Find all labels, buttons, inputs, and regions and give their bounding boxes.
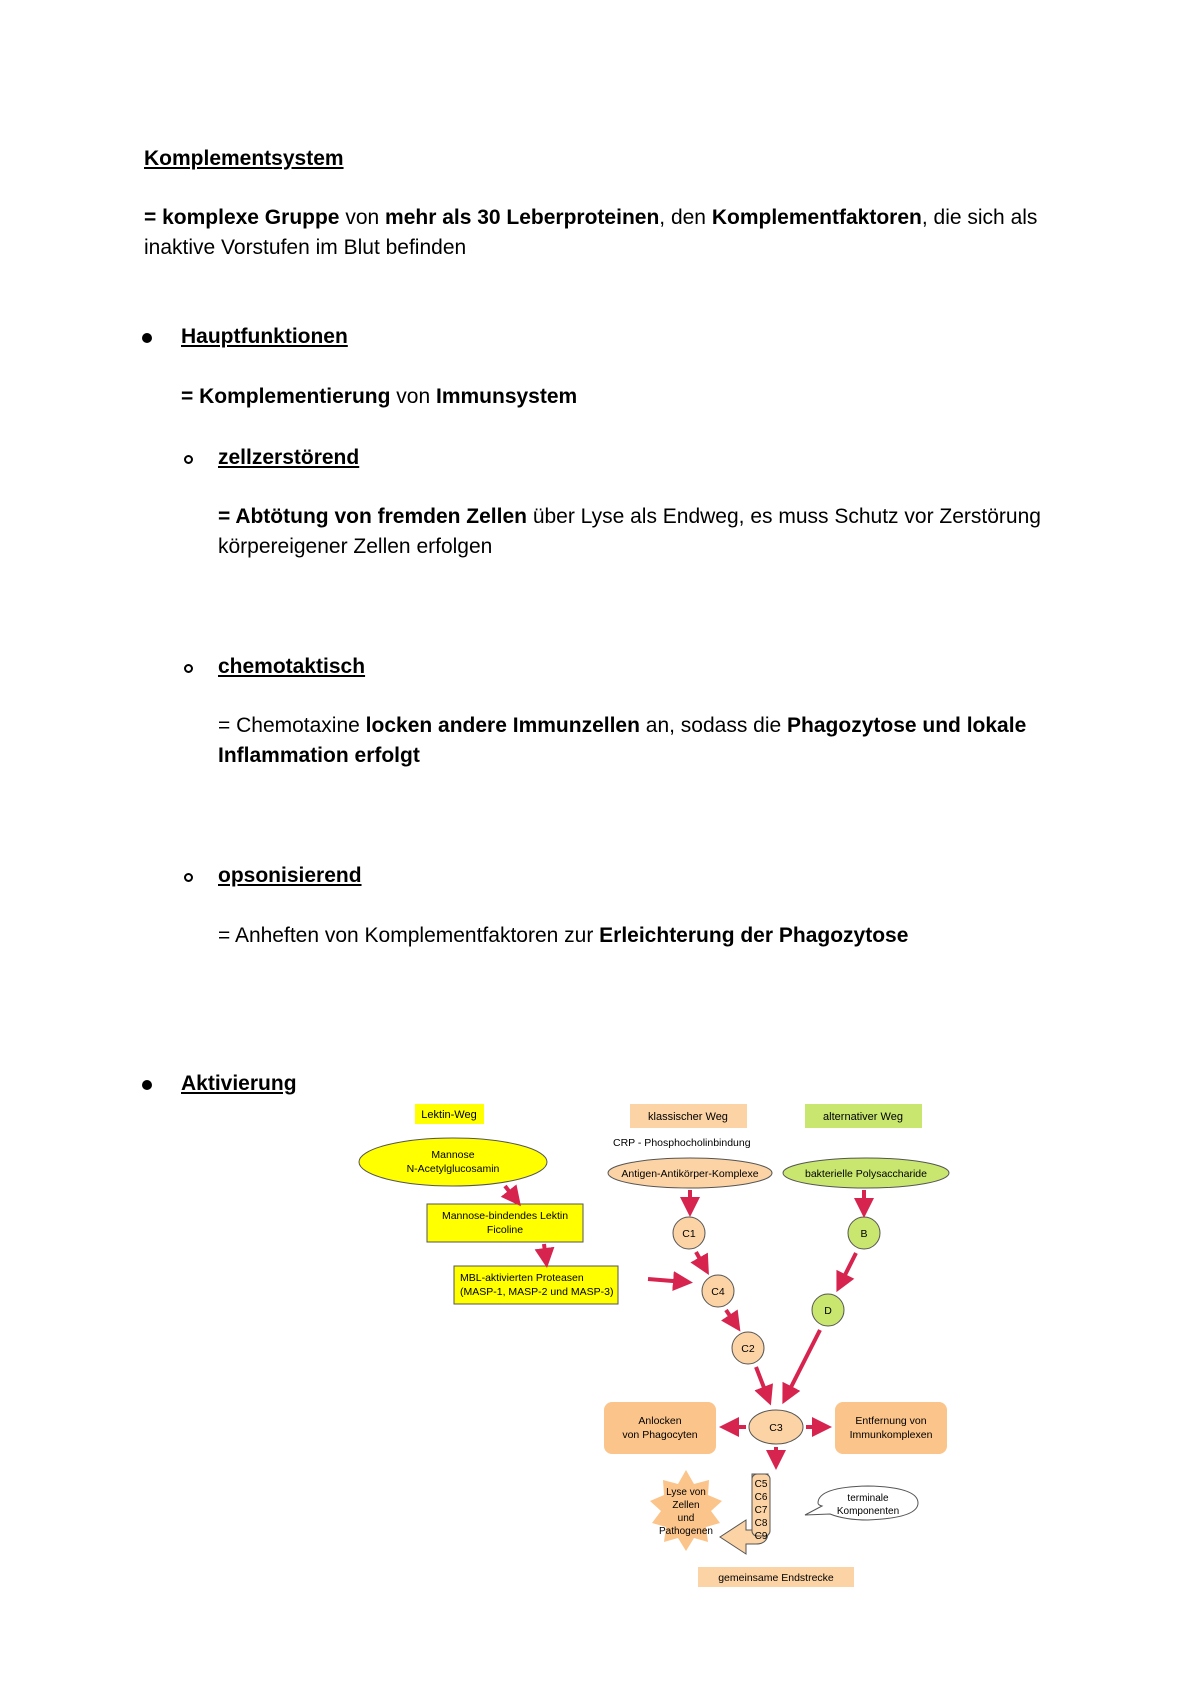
- mannose-ellipse: [359, 1138, 547, 1186]
- c5-text: C5: [754, 1479, 768, 1490]
- text-run: mehr als 30 Leberproteinen: [385, 206, 660, 229]
- arrow: [840, 1253, 856, 1285]
- arrow: [696, 1252, 705, 1268]
- zellzerstoerend-line-2: [218, 532, 492, 562]
- masp-list-text: (MASP-1, MASP-2 und MASP-3): [460, 1286, 614, 1298]
- opsonisierend-line-1: [218, 921, 908, 951]
- arrow: [726, 1310, 736, 1325]
- definition-line-1: [144, 203, 1037, 233]
- sub-bullet-icon: [184, 664, 193, 673]
- c7-text: C7: [754, 1505, 768, 1516]
- acetylglucosamin-text: N-Acetylglucosamin: [406, 1163, 500, 1175]
- hauptfunktionen-definition: [181, 382, 577, 412]
- text-run: Erleichterung der Phagozytose: [599, 924, 909, 947]
- entfernung-text: Entfernung von: [855, 1415, 927, 1427]
- mbl-text: Mannose-bindendes Lektin: [441, 1210, 569, 1222]
- arrow: [505, 1186, 516, 1200]
- anlocken-text: Anlocken: [638, 1415, 682, 1427]
- b-text: B: [860, 1228, 868, 1240]
- chemotaktisch-heading: chemotaktisch: [218, 655, 366, 678]
- text-run: Inflammation erfolgt: [218, 744, 420, 767]
- text-run: locken andere Immunzellen: [365, 714, 640, 737]
- text-run: körpereigener Zellen erfolgen: [218, 535, 493, 558]
- text-run: = Anheften von Komplementfaktoren zur: [218, 924, 600, 947]
- chemotaktisch-line-1: [218, 711, 1026, 741]
- text-run: Immunsystem: [435, 385, 578, 408]
- phagocyten-text: von Phagocyten: [622, 1429, 698, 1441]
- document-title: Komplementsystem: [144, 147, 344, 170]
- c3-text: C3: [769, 1422, 783, 1434]
- c2-text: C2: [741, 1343, 755, 1355]
- zellzerstoerend-line-1: [218, 502, 1041, 532]
- c8-text: C8: [754, 1518, 768, 1529]
- opsonisierend-heading: opsonisierend: [218, 864, 362, 887]
- text-run: , den: [659, 206, 712, 229]
- terminale-text: terminale: [847, 1493, 889, 1504]
- text-run: = komplexe Gruppe: [144, 206, 340, 229]
- bullet-icon: [142, 333, 152, 343]
- lyse-text: Lyse von: [666, 1487, 706, 1498]
- anlocken-box: [604, 1402, 716, 1454]
- entfernung-box: [835, 1402, 947, 1454]
- definition-line-2: inaktive Vorstufen im Blut befinden: [144, 236, 467, 259]
- complement-activation-diagram: [340, 1090, 980, 1600]
- masp-text: MBL-aktivierten Proteasen: [460, 1272, 584, 1284]
- text-run: an, sodass die: [639, 714, 788, 737]
- arrow: [544, 1244, 546, 1260]
- text-run: , die sich als: [921, 206, 1038, 229]
- arrow: [756, 1367, 768, 1398]
- arrow: [786, 1330, 820, 1397]
- text-run: von: [390, 385, 436, 408]
- c4-text: C4: [711, 1286, 725, 1298]
- c6-text: C6: [754, 1492, 768, 1503]
- klassischer-weg-text: klassischer Weg: [648, 1111, 728, 1123]
- text-run: = Chemotaxine: [218, 714, 366, 737]
- crp-note: CRP - Phosphocholinbindung: [613, 1137, 751, 1149]
- chemotaktisch-line-2: [218, 741, 420, 771]
- mannose-text: Mannose: [431, 1149, 475, 1161]
- d-text: D: [824, 1305, 832, 1317]
- alternativer-weg-text: alternativer Weg: [823, 1111, 903, 1123]
- aktivierung-heading: Aktivierung: [181, 1072, 297, 1095]
- komponenten-text: Komponenten: [836, 1506, 900, 1517]
- endstrecke-text: gemeinsame Endstrecke: [718, 1572, 834, 1584]
- lektin-weg-text: Lektin-Weg: [421, 1109, 477, 1121]
- sub-bullet-icon: [184, 455, 193, 464]
- c9-text: C9: [754, 1531, 768, 1542]
- bakterien-text: bakterielle Polysaccharide: [805, 1168, 927, 1180]
- text-run: = Komplementierung: [181, 385, 391, 408]
- sub-bullet-icon: [184, 873, 193, 882]
- und-text: und: [677, 1513, 695, 1524]
- text-run: = Abtötung von fremden Zellen: [218, 505, 527, 528]
- bullet-icon: [142, 1080, 152, 1090]
- zellen-text: Zellen: [672, 1500, 700, 1511]
- c1-text: C1: [682, 1228, 696, 1240]
- text-run: von: [339, 206, 386, 229]
- arrow: [648, 1279, 685, 1282]
- pathogenen-text: Pathogenen: [659, 1526, 713, 1537]
- zellzerstoerend-heading: zellzerstörend: [218, 446, 360, 469]
- text-run: über Lyse als Endweg, es muss Schutz vor Zerstörung: [526, 505, 1041, 528]
- antigen-text: Antigen-Antikörper-Komplexe: [621, 1168, 759, 1180]
- hauptfunktionen-heading: Hauptfunktionen: [181, 325, 348, 348]
- immunkomplexen-text: Immunkomplexen: [849, 1429, 933, 1441]
- ficoline-text: Ficoline: [486, 1224, 524, 1236]
- text-run: Phagozytose und lokale: [787, 714, 1027, 737]
- text-run: Komplementfaktoren: [711, 206, 922, 229]
